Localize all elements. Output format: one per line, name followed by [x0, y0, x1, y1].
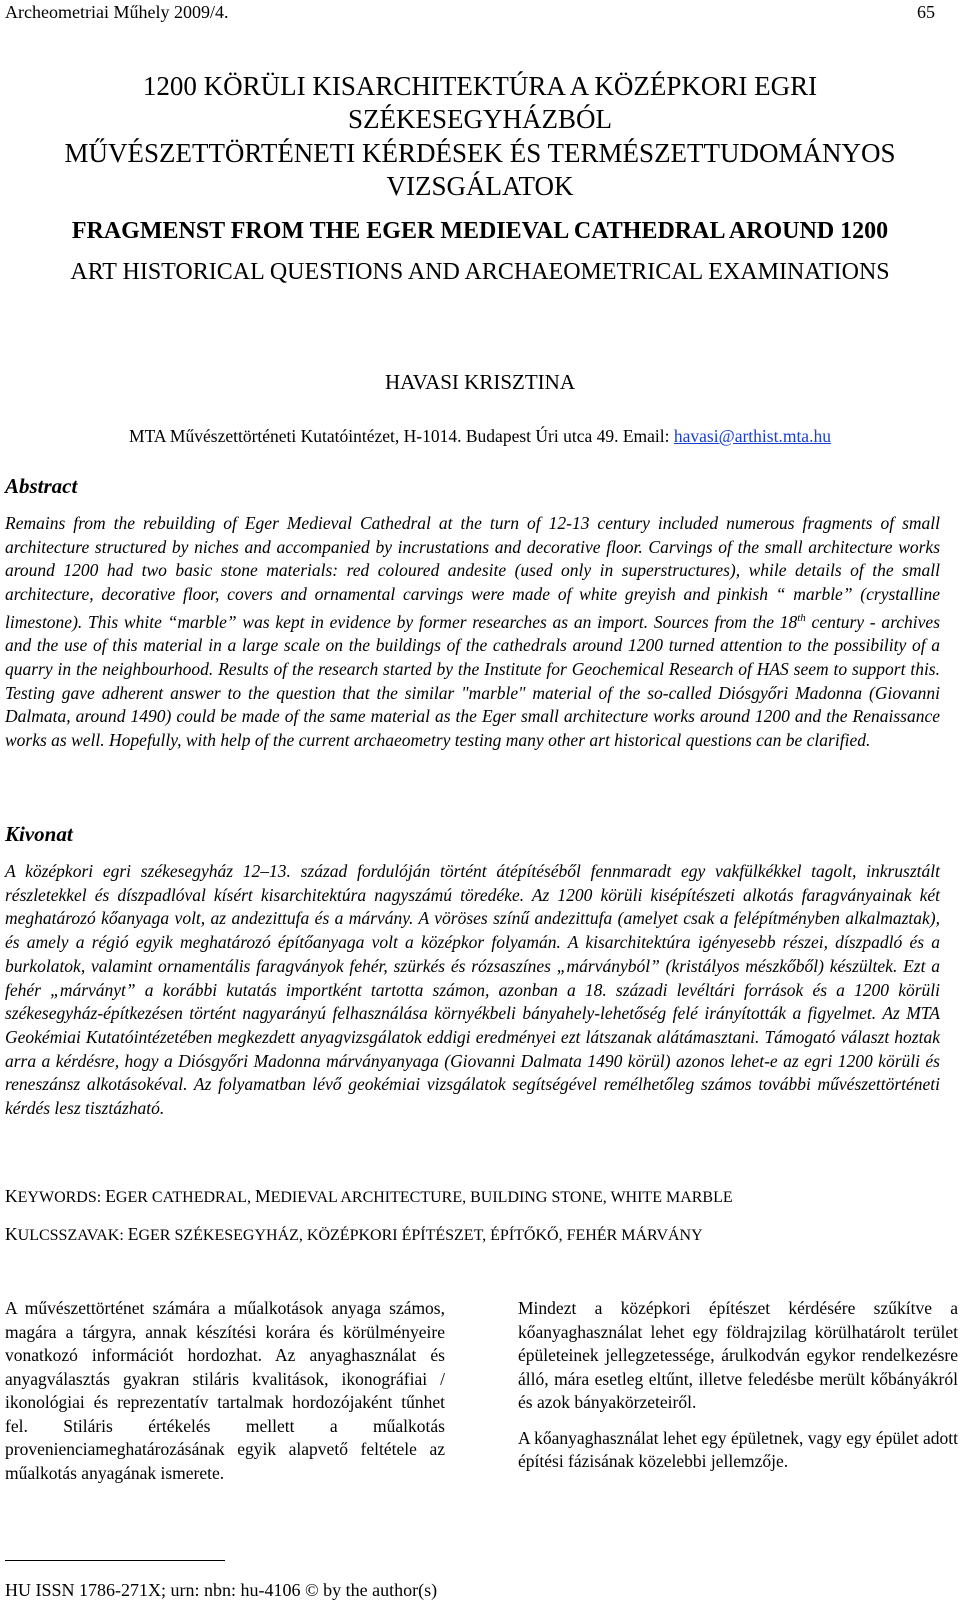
kulcsszavak-line: KULCSSZAVAK: EGER SZÉKESEGYHÁZ, KÖZÉPKORI ÉPÍTÉSZET, ÉPÍTŐKŐ, FEHÉR MÁRVÁNY	[5, 1224, 703, 1244]
en-title: FRAGMENST FROM THE EGER MEDIEVAL CATHEDRAL AROUND 1200	[71, 218, 889, 244]
hu-subtitle-line1: MŰVÉSZETTÖRTÉNETI KÉRDÉSEK ÉS TERMÉSZETTUDOMÁNYOS	[64, 138, 896, 168]
footer-divider	[5, 1560, 225, 1561]
author-name: HAVASI KRISZTINA	[385, 370, 575, 394]
kivonat-heading: Kivonat	[5, 822, 73, 846]
keywords-line: KEYWORDS: EGER CATHEDRAL, MEDIEVAL ARCHITECTURE, BUILDING STONE, WHITE MARBLE	[5, 1186, 733, 1206]
abstract-text-part1: Remains from the rebuilding of Eger Medieval Cathedral at the turn of 12-13 century included numerous fragments of small architecture structured by niches and accompanied by incrustations and decorative floor. Carvings of the small architecture works around 1200 had two basic stone materials: red coloured andesite (used only in superstructures), while details of the small architecture, decorative floor, covers and ornamental carvings were made of white greyish and pinkish “ marble” (crystalline limestone). This white “marble” was kept in evidence by former researches as an import. Sources from the 18	[5, 513, 940, 632]
keywords-label: KEYWORDS	[5, 1186, 97, 1206]
keyword-item: MEDIEVAL ARCHITECTURE	[255, 1186, 463, 1206]
body-right-column	[518, 1297, 958, 1474]
abstract-text-part2: century - archives and the use of this material in a large scale on the buildings of the cathedrals around 1200 turned attention to the possibility of a quarry in the neighbourhood. Results of the research started by the Institute for Geochemical Research of HAS seem to support this. Testing gave adherent answer to the question that the similar "marble" material of the so-called Diósgyőri Madonna (Giovanni Dalmata, around 1490) could be made of the same material as the Eger small architecture works around 1200 and the Renaissance works as well. Hopefully, with help of the current archaeometry testing many other art historical questions can be clarified.	[5, 611, 940, 751]
hu-subtitle-line2: VIZSGÁLATOK	[386, 171, 574, 201]
page-number: 65	[917, 2, 935, 22]
hu-title-line1: 1200 KÖRÜLI KISARCHITEKTÚRA A KÖZÉPKORI EGRI	[142, 71, 818, 101]
body-paragraph: A kőanyaghasználat lehet egy épületnek, vagy egy épület adott építési fázisának közelebbi jellemzője.	[518, 1427, 958, 1471]
body-paragraph: A művészettörténet számára a műalkotások anyaga számos, magára a tárgyra, annak készítési korára és körülményeire vonatkozó információt hordozhat. Az anyaghasználat és anyagválasztás gyakran stiláris kvalitások, ikonográfiai / ikonológiai és reprezentatív tartalmak hordozójaként tűnhet fel. Stiláris értékelés mellett a műalkotás provenienciameghatározásának egyik alapvető feltétele az műalkotás anyagának ismerete.	[5, 1298, 445, 1483]
kulcsszo-item: KÖZÉPKORI ÉPÍTÉSZET	[306, 1227, 483, 1244]
abstract-heading: Abstract	[5, 474, 78, 498]
kulcsszo-item: FEHÉR MÁRVÁNY	[566, 1227, 703, 1244]
author-affiliation	[0, 426, 960, 447]
keyword-item: EGER CATHEDRAL	[105, 1186, 248, 1206]
keyword-item: BUILDING STONE	[470, 1189, 603, 1206]
author-email-link[interactable]: havasi@arthist.mta.hu	[673, 426, 831, 446]
body-paragraph: Mindezt a középkori építészet kérdésére szűkítve a kőanyaghasználat lehet egy földrajzilag körülhatárolt terület épületeinek jellegzetessége, árulkodván egykor rendelkezésre álló, mára esetleg eltűnt, illetve feledésbe merült kőbányákról és azok bányakörzeteiről.	[518, 1298, 958, 1412]
kivonat-text: A középkori egri székesegyház 12–13. század fordulóján történt átépítéséből fennmaradt egy vakfülkékkel tagolt, inkrusztált részletekkel és díszpadlóval kísért kisarchitektúra nagyszámú töredéke. Az 1200 körüli kisépítészeti alkotás faragványainak két meghatározó kőanyaga volt, az andezittufa és a márvány. A vöröses színű andezittufa (amelyet csak a felépítményben alkalmaztak), és amely a régió egyik meghatározó építőanyaga volt a középkor folyamán. A kisarchitektúra igényesebb részei, díszpadló és a burkolatok, valamint ornamentális faragványok fehér, szürkés és rózsaszínes „márványból” (kristályos mészkőből) készültek. Ezt a fehér „márványt” a korábbi kutatás importként tartotta számon, azonban a 18. századi levéltári források és a 1200 körüli székesegyház-építkezésen történt nagyarányú felhasználása környékbeli bányahely-lehetőség felé irányították a figyelmet. Az MTA Geokémiai Kutatóintézetében megkezdett anyagvizsgálatok eddigi eredményei ezt látszanak alátámasztani. Támogató választ hoztak arra a kérdésre, hogy a Diósgyőri Madonna márványanyaga (Giovanni Dalmata 1490 körül) azonos lehet-e az egri 1200 körüli és reneszánsz alkotásokéval. Az folyamatban lévő geokémiai vizsgálatok segítségével remélhetőleg számos további művészettörténeti kérdés lesz tisztázható.	[5, 861, 940, 1119]
kulcsszavak-label: KULCSSZAVAK	[5, 1224, 120, 1244]
kulcsszo-item: ÉPÍTŐKŐ	[490, 1227, 559, 1244]
abstract-text	[5, 512, 940, 753]
journal-header: Archeometriai Műhely 2009/4.	[5, 2, 229, 22]
abstract-superscript: th	[797, 611, 806, 624]
keyword-item: WHITE MARBLE	[610, 1189, 733, 1206]
body-left-column	[5, 1297, 445, 1485]
hu-title-line2: SZÉKESEGYHÁZBÓL	[348, 104, 612, 134]
affiliation-text: MTA Művészettörténeti Kutatóintézet, H-1014. Budapest Úri utca 49. Email:	[129, 426, 674, 446]
footer-issn: HU ISSN 1786-271X; urn: nbn: hu-4106 © by the author(s)	[5, 1580, 438, 1600]
kulcsszo-item: EGER SZÉKESEGYHÁZ	[127, 1224, 299, 1244]
en-subtitle: ART HISTORICAL QUESTIONS AND ARCHAEOMETRICAL EXAMINATIONS	[70, 259, 890, 285]
